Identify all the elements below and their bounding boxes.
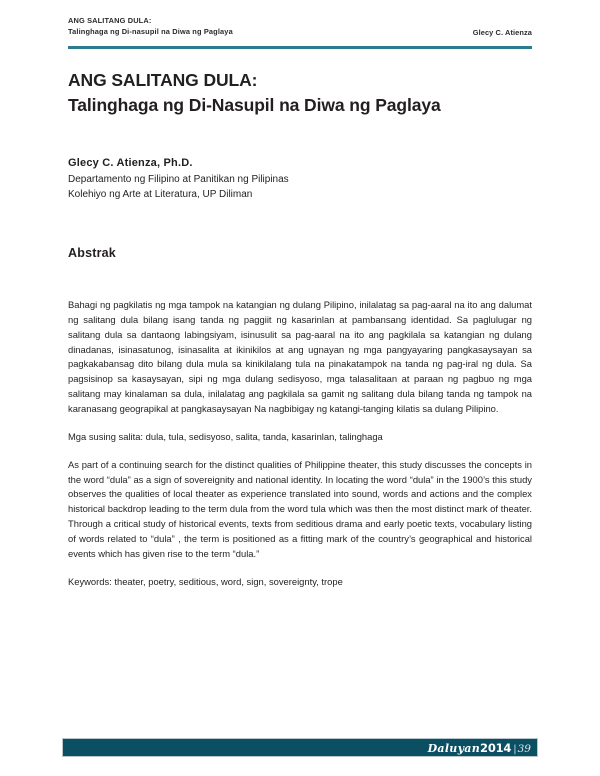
title-line-2: Talinghaga ng Di-Nasupil na Diwa ng Paglaya <box>68 94 441 115</box>
running-head-line2: Talinghaga ng Di-nasupil na Diwa ng Paglaya <box>68 26 233 36</box>
page-title <box>68 68 532 118</box>
author-affiliation-1: Departamento ng Filipino at Panitikan ng Pilipinas <box>68 173 289 185</box>
abstract-body <box>68 298 532 603</box>
abstract-paragraph-filipino: Bahagi ng pagkilatis ng mga tampok na katangian ng dulang Pilipino, inilalatag sa pag-aaral na ito ang dalumat ng salitang dula bilang isang tanda ng paggiit ng kasarinlan at pambansang identidad. Sa paglulugar ng salitang dula sa dantaong labingsiyam, isinusulit sa pag-aaral na ito ang pagkilala sa katangian ng dulang dinadanas, isinasatunog, isinasalita at ikinikilos at ang ugnayan ng mga pangyayaring pangkasaysayan sa pagkakabansag dito bilang dula mula sa kinikilalang tula na pinakatampok na tanda ng pag-iral ng dula. Sa pagsisinop sa kasaysayan, sipi ng mga dulang sedisyoso, mga talasalitaan at paraan ng pagbuo ng mga salitang may kinalaman sa dula, inilalatag ang pagkilala sa gamit ng salitang dula bilang tanda ng tampok na karanasang geograpikal at pangkasaysayan Na nagbibigay ng katangi-tanging kilatis sa dulang Pilipino. <box>68 299 532 415</box>
running-head-author: Glecy C. Atienza <box>472 28 532 38</box>
running-head-title <box>68 16 233 37</box>
author-affiliation-2: Kolehiyo ng Arte at Literatura, UP Diliman <box>68 188 253 200</box>
title-line-1: ANG SALITANG DULA: <box>68 70 258 90</box>
running-head-line1: ANG SALITANG DULA: <box>68 16 152 25</box>
footer-page-number: 39 <box>517 742 531 755</box>
abstract-heading: Abstrak <box>68 246 116 260</box>
header-rule <box>68 46 532 49</box>
keywords-english: Keywords: theater, poetry, seditious, word, sign, sovereignty, trope <box>68 575 343 587</box>
footer-year: 2014 <box>480 740 512 755</box>
footer-separator: | <box>513 743 517 755</box>
running-head <box>68 16 532 37</box>
footer-bar <box>62 738 538 757</box>
author-name: Glecy C. Atienza, Ph.D. <box>68 157 193 169</box>
keywords-filipino: Mga susing salita: dula, tula, sedisyoso, salita, tanda, kasarinlan, talinghaga <box>68 430 383 442</box>
author-block <box>68 155 532 202</box>
footer-journal-logo <box>428 741 537 755</box>
abstract-paragraph-english: As part of a continuing search for the distinct qualities of Philippine theater, this study discusses the concepts in the word “dula” as a sign of sovereignity and national identity. In locating the word “dula” in the 1900’s this study observes the qualities of local theater as experience translated into sound, words and actions and the complex historical backdrop leading to the term dula from the word tula which was then the most distinct mark of theater. Through a critical study of historical events, texts from seditious drama and early poetic texts, vocabulary listing of words related to “dula” , the term is positioned as a fitting mark of the country’s geographical and historical events which has given rise to the term “dula.” <box>68 458 532 559</box>
footer-journal-name: Daluyan <box>427 741 481 755</box>
